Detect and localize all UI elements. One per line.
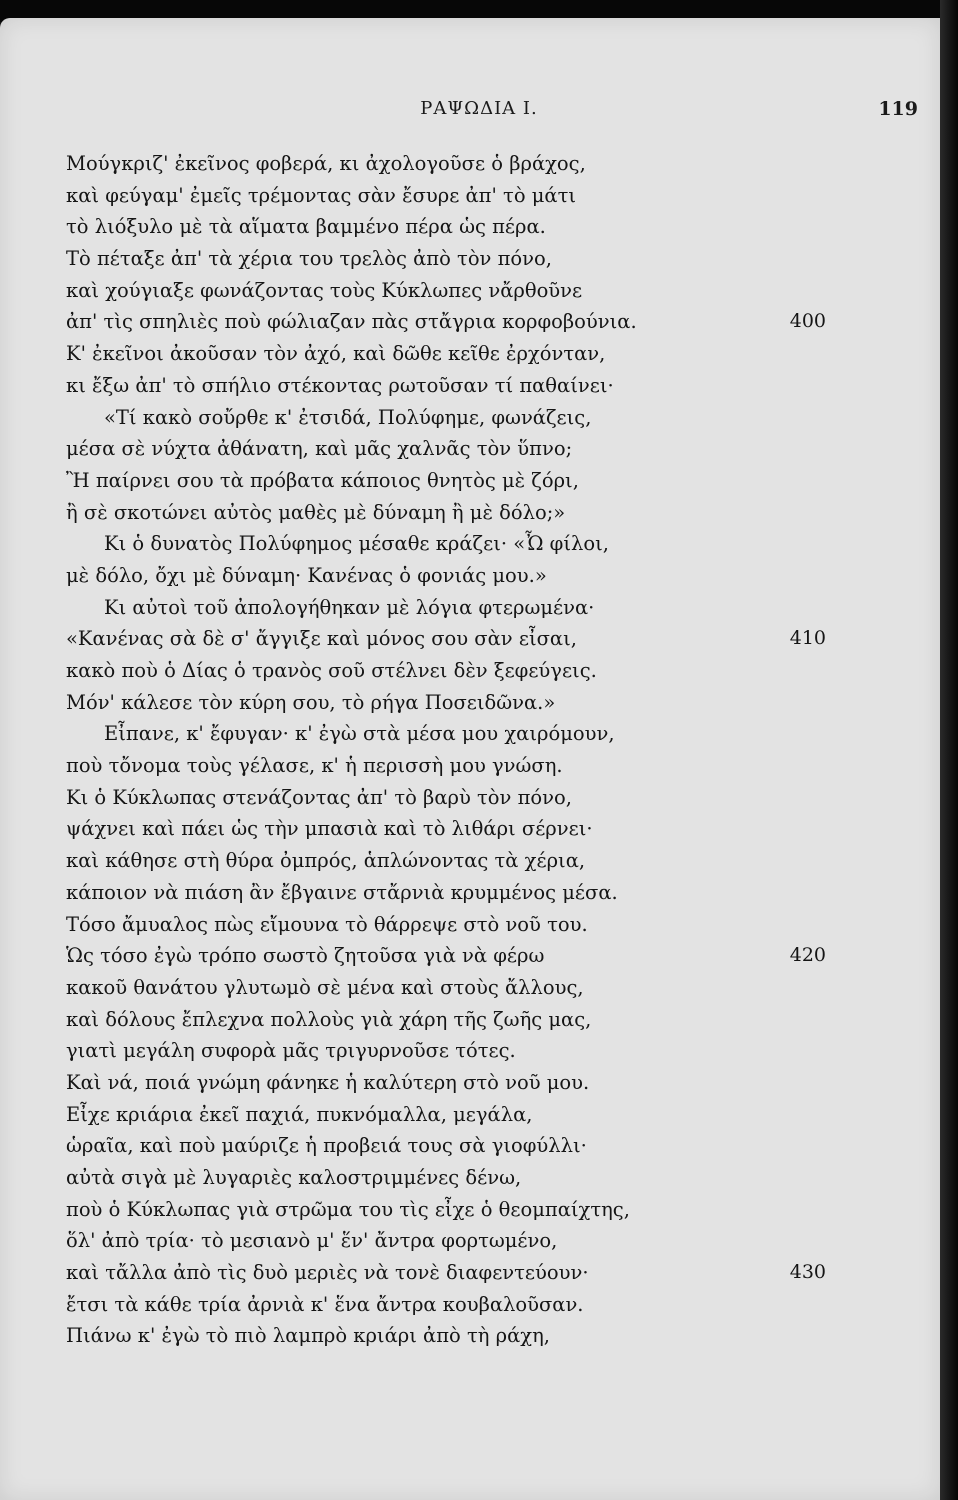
verse-text: κάποιον νὰ πιάση ἂν ἔβγαινε στἄρνιὰ κρυμμένος μέσα. (66, 880, 618, 904)
verse-line (66, 687, 826, 719)
verse-line (66, 338, 826, 370)
verse-line (66, 1225, 826, 1257)
line-number: 400 (789, 310, 826, 333)
verse-line (66, 1004, 826, 1036)
verse-line (66, 1099, 826, 1131)
verse-text: ἔτσι τὰ κάθε τρία ἀρνιὰ κ' ἕνα ἄντρα κουβαλοῦσαν. (66, 1292, 584, 1316)
verse-text: καὶ χούγιαξε φωνάζοντας τοὺς Κύκλωπες νἄρθοῦνε (66, 278, 583, 302)
verse-line (66, 845, 826, 877)
verse-line (66, 655, 826, 687)
verse-line (66, 1067, 826, 1099)
verse-text: Τὸ πέταξε ἀπ' τὰ χέρια του τρελὸς ἀπὸ τὸν πόνο, (66, 247, 552, 271)
verse-line (66, 1130, 826, 1162)
running-header: ΡΑΨΩΔΙΑ Ι. (420, 98, 538, 119)
verse-text: «Τί κακὸ σοὔρθε κ' ἐτσιδά, Πολύφημε, φωνάζεις, (104, 405, 592, 429)
verse-line (66, 211, 826, 243)
verse-line (66, 148, 826, 180)
verse-line (66, 940, 826, 972)
verse-line (66, 560, 826, 592)
verse-line (66, 623, 826, 655)
verse-text: Κ' ἐκεῖνοι ἀκοῦσαν τὸν ἀχό, καὶ δῶθε κεῖθε ἐρχόνταν, (66, 342, 606, 366)
verse-text: κακοῦ θανάτου γλυτωμὸ σὲ μένα καὶ στοὺς ἄλλους, (66, 975, 584, 999)
verse-line (66, 306, 826, 338)
verse-text: Μούγκριζ' ἐκεῖνος φοβερά, κι ἀχολογοῦσε ὁ βράχος, (66, 152, 586, 175)
verse-text: Πιάνω κ' ἐγὼ τὸ πιὸ λαμπρὸ κριάρι ἀπὸ τὴ ράχη, (66, 1324, 550, 1348)
verse-line (66, 592, 826, 624)
verse-text: Κι αὐτοὶ τοῦ ἀπολογήθηκαν μὲ λόγια φτερωμένα· (104, 595, 595, 619)
verse-text: τὸ λιόξυλο μὲ τὰ αἵματα βαμμένο πέρα ὡς πέρα. (66, 215, 546, 239)
verse-text: Εἶπανε, κ' ἔφυγαν· κ' ἐγὼ στὰ μέσα μου χαιρόμουν, (104, 722, 615, 746)
verse-line (66, 528, 826, 560)
verse-line (66, 1194, 826, 1226)
verse-text: ψάχνει καὶ πάει ὡς τὴν μπασιὰ καὶ τὸ λιθάρι σέρνει· (66, 817, 593, 841)
verse-text: ἢ σὲ σκοτώνει αὐτὸς μαθὲς μὲ δύναμη ἢ μὲ δόλο;» (66, 500, 566, 524)
verse-line (66, 275, 826, 307)
verse-line (66, 877, 826, 909)
verse-line (66, 909, 826, 941)
verse-line (66, 1320, 826, 1352)
scanner-right-edge (940, 0, 958, 1500)
verse-text: Καὶ νά, ποιά γνώμη φάνηκε ἡ καλύτερη στὸ νοῦ μου. (66, 1070, 590, 1094)
verse-line (66, 465, 826, 497)
verse-text: καὶ κάθησε στὴ θύρα ὀμπρός, ἁπλώνοντας τὰ χέρια, (66, 849, 586, 873)
poem-text (66, 148, 826, 1352)
verse-line (66, 497, 826, 529)
verse-text: καὶ δόλους ἔπλεχνα πολλοὺς γιὰ χάρη τῆς ζωῆς μας, (66, 1007, 592, 1031)
verse-text: Ὡς τόσο ἐγὼ τρόπο σωστὸ ζητοῦσα γιὰ νὰ φέρω (66, 944, 545, 968)
verse-line (66, 243, 826, 275)
line-number: 430 (789, 1261, 826, 1284)
verse-line (66, 1035, 826, 1067)
verse-line (66, 1289, 826, 1321)
verse-line (66, 1162, 826, 1194)
verse-text: Κι ὁ Κύκλωπας στενάζοντας ἀπ' τὸ βαρὺ τὸν πόνο, (66, 785, 572, 809)
verse-text: «Κανένας σὰ δὲ σ' ἄγγιξε καὶ μόνος σου σὰν εἶσαι, (66, 627, 577, 651)
verse-text: ποὺ ὁ Κύκλωπας γιὰ στρῶμα του τὶς εἶχε ὁ θεομπαίχτης, (66, 1197, 630, 1221)
verse-text: κακὸ ποὺ ὁ Δίας ὁ τρανὸς σοῦ στέλνει δὲν ξεφεύγεις. (66, 659, 597, 682)
verse-text: Μόν' κάλεσε τὸν κύρη σου, τὸ ρήγα Ποσειδῶνα.» (66, 690, 556, 714)
verse-text: καὶ φεύγαμ' ἐμεῖς τρέμοντας σὰν ἔσυρε ἀπ' τὸ μάτι (66, 183, 577, 207)
verse-text: ποὺ τὄνομα τοὺς γέλασε, κ' ἡ περισσὴ μου γνώση. (66, 754, 563, 778)
verse-line (66, 813, 826, 845)
verse-line (66, 750, 826, 782)
page-number: 119 (878, 98, 918, 120)
verse-text: αὐτὰ σιγὰ μὲ λυγαριὲς καλοστριμμένες δένω, (66, 1166, 522, 1189)
verse-text: μὲ δόλο, ὄχι μὲ δύναμη· Κανένας ὁ φονιάς μου.» (66, 563, 547, 587)
verse-text: Κι ὁ δυνατὸς Πολύφημος μέσαθε κράζει· «Ὦ φίλοι, (104, 532, 609, 556)
verse-line (66, 433, 826, 465)
line-number: 420 (789, 944, 826, 967)
verse-line (66, 718, 826, 750)
line-number: 410 (789, 627, 826, 650)
verse-text: Ἢ παίρνει σου τὰ πρόβατα κάποιος θνητὸς μὲ ζόρι, (66, 468, 579, 492)
verse-text: γιατὶ μεγάλη συφορὰ μᾶς τριγυρνοῦσε τότες. (66, 1039, 516, 1063)
verse-text: κι ἔξω ἀπ' τὸ σπήλιο στέκοντας ρωτοῦσαν τί παθαίνει· (66, 373, 614, 397)
verse-text: ὅλ' ἀπὸ τρία· τὸ μεσιανὸ μ' ἕν' ἄντρα φορτωμένο, (66, 1229, 558, 1253)
verse-line (66, 180, 826, 212)
verse-line (66, 370, 826, 402)
verse-line (66, 402, 826, 434)
verse-text: ἀπ' τὶς σπηλιὲς ποὺ φώλιαζαν πὰς στἄγρια κορφοβούνια. (66, 310, 637, 334)
verse-text: Εἶχε κριάρια ἐκεῖ παχιά, πυκνόμαλλα, μεγάλα, (66, 1102, 533, 1126)
verse-line (66, 972, 826, 1004)
verse-line (66, 782, 826, 814)
verse-line (66, 1257, 826, 1289)
verse-text: ὡραῖα, καὶ ποὺ μαύριζε ἡ προβειά τους σὰ γιοφύλλι· (66, 1134, 587, 1158)
verse-text: Τόσο ἄμυαλος πὼς εἴμουνα τὸ θάρρεψε στὸ νοῦ του. (66, 912, 588, 936)
verse-text: μέσα σὲ νύχτα ἀθάνατη, καὶ μᾶς χαλνᾶς τὸν ὕπνο; (66, 437, 573, 461)
verse-text: καὶ τἄλλα ἀπὸ τὶς δυὸ μεριὲς νὰ τονὲ διαφεντεύουν· (66, 1261, 589, 1285)
